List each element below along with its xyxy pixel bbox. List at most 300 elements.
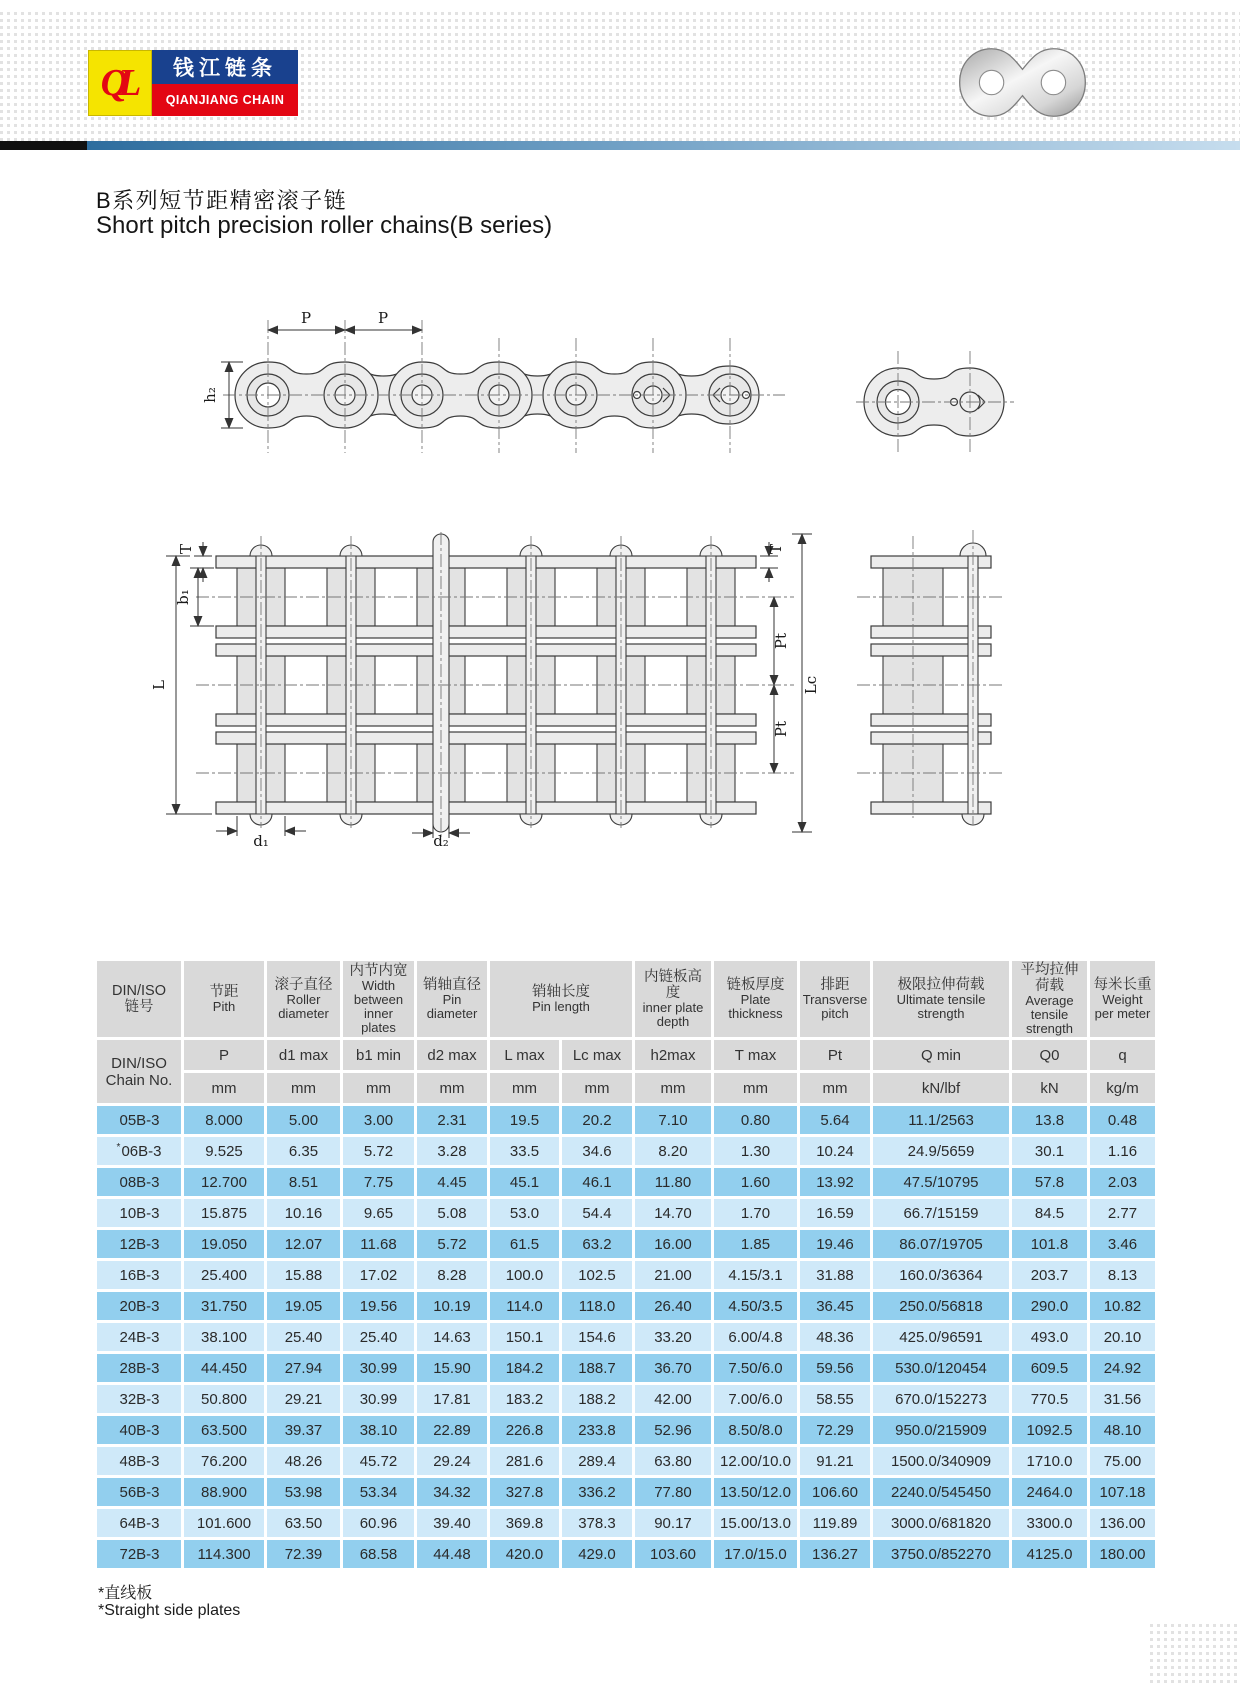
drawing-triplex-end-view [843, 526, 1013, 826]
chain-no-cell [97, 1447, 181, 1475]
spec-cell: 14.63 [417, 1323, 487, 1351]
col-header-weight: 每米长重 Weight per meter [1090, 961, 1155, 1037]
spec-row [97, 1230, 1155, 1258]
chain-plate-graphic [945, 45, 1100, 120]
spec-cell: 33.5 [490, 1137, 559, 1165]
spec-cell: 118.0 [562, 1292, 632, 1320]
symbol-header: L max [490, 1040, 559, 1070]
spec-cell: 25.400 [184, 1261, 264, 1289]
unit-header: kN [1012, 1073, 1087, 1103]
spec-cell: 2240.0/545450 [873, 1478, 1009, 1506]
symbol-header: d2 max [417, 1040, 487, 1070]
spec-cell: 493.0 [1012, 1323, 1087, 1351]
spec-table-body [97, 1106, 1155, 1568]
spec-cell: 154.6 [562, 1323, 632, 1351]
chain-no-label: 40B-3 [119, 1422, 160, 1439]
spec-cell: 90.17 [635, 1509, 711, 1537]
col-header-roller-diameter: 滚子直径 Roller diameter [267, 961, 340, 1037]
spec-cell: 9.65 [343, 1199, 414, 1227]
unit-header: mm [184, 1073, 264, 1103]
logo-monogram: QL [100, 62, 132, 104]
spec-cell: 44.48 [417, 1540, 487, 1568]
spec-cell: 770.5 [1012, 1385, 1087, 1413]
chain-no-label: 05B-3 [119, 1112, 160, 1129]
spec-cell: 203.7 [1012, 1261, 1087, 1289]
dim-label-t: T [767, 543, 785, 555]
drawing-plan-view [146, 528, 826, 848]
spec-cell: 5.64 [800, 1106, 870, 1134]
spec-cell: 136.00 [1090, 1509, 1155, 1537]
spec-cell: 2.31 [417, 1106, 487, 1134]
symbol-header: P [184, 1040, 264, 1070]
spec-cell: 10.82 [1090, 1292, 1155, 1320]
spec-cell: 15.875 [184, 1199, 264, 1227]
spec-cell: 8.28 [417, 1261, 487, 1289]
spec-cell: 233.8 [562, 1416, 632, 1444]
spec-cell: 7.00/6.0 [714, 1385, 797, 1413]
logo-text-block [152, 50, 298, 116]
dim-label-t: T [177, 543, 195, 555]
spec-cell: 24.9/5659 [873, 1137, 1009, 1165]
logo-name-en: QIANJIANG CHAIN [152, 84, 298, 116]
spec-row [97, 1478, 1155, 1506]
chain-no-label: 06B-3 [121, 1143, 162, 1160]
spec-cell: 150.1 [490, 1323, 559, 1351]
spec-cell: 1092.5 [1012, 1416, 1087, 1444]
spec-cell: 4125.0 [1012, 1540, 1087, 1568]
company-logo [88, 50, 298, 116]
divider-bar-blue [87, 141, 1240, 150]
spec-row [97, 1323, 1155, 1351]
spec-cell: 66.7/15159 [873, 1199, 1009, 1227]
chain-no-label: 48B-3 [119, 1453, 160, 1470]
spec-cell: 188.2 [562, 1385, 632, 1413]
spec-cell: 25.40 [343, 1323, 414, 1351]
spec-cell: 54.4 [562, 1199, 632, 1227]
spec-cell: 75.00 [1090, 1447, 1155, 1475]
spec-cell: 1.70 [714, 1199, 797, 1227]
unit-header: mm [714, 1073, 797, 1103]
chain-no-label: 72B-3 [119, 1546, 160, 1563]
spec-row [97, 1199, 1155, 1227]
spec-cell: 20.10 [1090, 1323, 1155, 1351]
dim-label-l: L [150, 680, 168, 690]
plate-hole [1041, 70, 1065, 94]
col-header-pin-length: 销轴长度 Pin length [490, 961, 632, 1037]
spec-cell: 36.45 [800, 1292, 870, 1320]
chain-no-label: 28B-3 [119, 1360, 160, 1377]
chain-no-cell [97, 1509, 181, 1537]
spec-cell: 30.1 [1012, 1137, 1087, 1165]
spec-cell: 50.800 [184, 1385, 264, 1413]
symbol-header: q [1090, 1040, 1155, 1070]
spec-row [97, 1168, 1155, 1196]
spec-cell: 103.60 [635, 1540, 711, 1568]
spec-cell: 1710.0 [1012, 1447, 1087, 1475]
symbol-header: Q0 [1012, 1040, 1087, 1070]
spec-cell: 3000.0/681820 [873, 1509, 1009, 1537]
spec-cell: 4.45 [417, 1168, 487, 1196]
spec-cell: 1.16 [1090, 1137, 1155, 1165]
spec-cell: 30.99 [343, 1354, 414, 1382]
spec-cell: 63.500 [184, 1416, 264, 1444]
spec-cell: 7.10 [635, 1106, 711, 1134]
spec-cell: 38.100 [184, 1323, 264, 1351]
spec-cell: 1.60 [714, 1168, 797, 1196]
centerlines [856, 351, 1014, 453]
spec-cell: 1.85 [714, 1230, 797, 1258]
spec-cell: 5.72 [417, 1230, 487, 1258]
spec-table-header [97, 961, 1155, 1103]
spec-cell: 36.70 [635, 1354, 711, 1382]
chain-no-label: 20B-3 [119, 1298, 160, 1315]
spec-cell: 31.750 [184, 1292, 264, 1320]
spec-cell: 52.96 [635, 1416, 711, 1444]
spec-cell: 16.00 [635, 1230, 711, 1258]
spec-cell: 16.59 [800, 1199, 870, 1227]
spec-cell: 10.19 [417, 1292, 487, 1320]
unit-header: mm [267, 1073, 340, 1103]
col-header-chain-no-en: DIN/ISO Chain No. [97, 1040, 181, 1103]
page-title-cn: B系列短节距精密滚子链 [96, 188, 348, 213]
spec-cell: 19.05 [267, 1292, 340, 1320]
spec-cell: 12.700 [184, 1168, 264, 1196]
chain-no-cell [97, 1354, 181, 1382]
spec-cell: 63.2 [562, 1230, 632, 1258]
spec-cell: 100.0 [490, 1261, 559, 1289]
chain-no-label: 16B-3 [119, 1267, 160, 1284]
spec-cell: 17.0/15.0 [714, 1540, 797, 1568]
spec-row [97, 1292, 1155, 1320]
spec-cell: 106.60 [800, 1478, 870, 1506]
spec-cell: 47.5/10795 [873, 1168, 1009, 1196]
spec-cell: 12.00/10.0 [714, 1447, 797, 1475]
spec-cell: 4.50/3.5 [714, 1292, 797, 1320]
spec-cell: 11.1/2563 [873, 1106, 1009, 1134]
dim-label-p: P [300, 309, 312, 327]
spec-cell: 17.02 [343, 1261, 414, 1289]
spec-cell: 60.96 [343, 1509, 414, 1537]
spec-cell: 45.1 [490, 1168, 559, 1196]
spec-row [97, 1106, 1155, 1134]
spec-cell: 10.16 [267, 1199, 340, 1227]
chain-no-cell [97, 1106, 181, 1134]
spec-cell: 114.300 [184, 1540, 264, 1568]
spec-cell: 184.2 [490, 1354, 559, 1382]
spec-cell: 13.50/12.0 [714, 1478, 797, 1506]
spec-cell: 46.1 [562, 1168, 632, 1196]
chain-no-label: 10B-3 [119, 1205, 160, 1222]
spec-row [97, 1354, 1155, 1382]
spec-cell: 34.6 [562, 1137, 632, 1165]
footnote-cn: *直线板 [98, 1585, 153, 1602]
chain-no-label: 08B-3 [119, 1174, 160, 1191]
symbol-header: T max [714, 1040, 797, 1070]
spec-cell: 38.10 [343, 1416, 414, 1444]
spec-cell: 0.48 [1090, 1106, 1155, 1134]
logo-mark [88, 50, 152, 116]
spec-cell: 9.525 [184, 1137, 264, 1165]
spec-cell: 88.900 [184, 1478, 264, 1506]
spec-cell: 19.46 [800, 1230, 870, 1258]
chain-no-cell [97, 1540, 181, 1568]
spec-cell: 39.37 [267, 1416, 340, 1444]
col-header-average-strength: 平均拉伸荷载 Average tensile strength [1012, 961, 1087, 1037]
col-header-pin-diameter: 销轴直径 Pin diameter [417, 961, 487, 1037]
unit-header: mm [635, 1073, 711, 1103]
spec-cell: 15.88 [267, 1261, 340, 1289]
spec-cell: 136.27 [800, 1540, 870, 1568]
spec-cell: 5.08 [417, 1199, 487, 1227]
spec-table [94, 958, 1158, 1571]
spec-cell: 102.5 [562, 1261, 632, 1289]
chain-no-cell [97, 1416, 181, 1444]
dim-label-d1: d₁ [253, 832, 269, 848]
dim-label-lc: Lc [802, 675, 820, 695]
plate-hole [979, 70, 1003, 94]
spec-cell: 101.600 [184, 1509, 264, 1537]
chain-no-cell [97, 1478, 181, 1506]
col-header-inner-width: 内节内宽 Width between inner plates [343, 961, 414, 1037]
footnote-en: *Straight side plates [98, 1602, 241, 1619]
spec-cell: 3.00 [343, 1106, 414, 1134]
spec-row [97, 1385, 1155, 1413]
spec-cell: 29.21 [267, 1385, 340, 1413]
spec-cell: 20.2 [562, 1106, 632, 1134]
spec-cell: 530.0/120454 [873, 1354, 1009, 1382]
chain-no-label: 32B-3 [119, 1391, 160, 1408]
unit-header: mm [343, 1073, 414, 1103]
dim-label-h2: h₂ [201, 387, 219, 403]
col-header-ultimate-strength: 极限拉伸荷载 Ultimate tensile strength [873, 961, 1009, 1037]
spec-cell: 5.72 [343, 1137, 414, 1165]
dim-label-d2: d₂ [433, 832, 449, 848]
dim-label-b1: b₁ [174, 589, 192, 605]
chain-no-cell [97, 1323, 181, 1351]
chain-no-cell [97, 1261, 181, 1289]
spec-cell: 8.50/8.0 [714, 1416, 797, 1444]
spec-cell: 3750.0/852270 [873, 1540, 1009, 1568]
spec-cell: 289.4 [562, 1447, 632, 1475]
spec-cell: 14.70 [635, 1199, 711, 1227]
spec-cell: 45.72 [343, 1447, 414, 1475]
spec-cell: 76.200 [184, 1447, 264, 1475]
spec-cell: 72.29 [800, 1416, 870, 1444]
spec-cell: 107.18 [1090, 1478, 1155, 1506]
spec-cell: 11.80 [635, 1168, 711, 1196]
spec-cell: 101.8 [1012, 1230, 1087, 1258]
spec-cell: 2.03 [1090, 1168, 1155, 1196]
chain-no-cell [97, 1199, 181, 1227]
pins [250, 534, 722, 832]
spec-cell: 34.32 [417, 1478, 487, 1506]
spec-cell: 31.88 [800, 1261, 870, 1289]
spec-cell: 2.77 [1090, 1199, 1155, 1227]
col-header-pitch: 节距 Pith [184, 961, 264, 1037]
spec-cell: 2464.0 [1012, 1478, 1087, 1506]
spec-cell: 13.8 [1012, 1106, 1087, 1134]
symbol-header: Pt [800, 1040, 870, 1070]
spec-cell: 13.92 [800, 1168, 870, 1196]
spec-cell: 17.81 [417, 1385, 487, 1413]
spec-cell: 7.75 [343, 1168, 414, 1196]
spec-cell: 10.24 [800, 1137, 870, 1165]
spec-cell: 378.3 [562, 1509, 632, 1537]
unit-header: mm [490, 1073, 559, 1103]
spec-cell: 160.0/36364 [873, 1261, 1009, 1289]
chain-no-cell [97, 1137, 181, 1165]
spec-row [97, 1261, 1155, 1289]
chain-no-label: 24B-3 [119, 1329, 160, 1346]
spec-cell: 8.51 [267, 1168, 340, 1196]
spec-cell: 63.50 [267, 1509, 340, 1537]
unit-header: kg/m [1090, 1073, 1155, 1103]
logo-name-cn: 钱江链条 [152, 50, 298, 84]
spec-cell: 369.8 [490, 1509, 559, 1537]
spec-cell: 53.34 [343, 1478, 414, 1506]
chain-no-label: 64B-3 [119, 1515, 160, 1532]
spec-cell: 91.21 [800, 1447, 870, 1475]
spec-cell: 8.20 [635, 1137, 711, 1165]
chain-no-cell [97, 1292, 181, 1320]
dim-label-pt: Pt [772, 720, 790, 738]
spec-cell: 114.0 [490, 1292, 559, 1320]
spec-cell: 25.40 [267, 1323, 340, 1351]
spec-cell: 180.00 [1090, 1540, 1155, 1568]
spec-cell: 27.94 [267, 1354, 340, 1382]
chain-no-label: 12B-3 [119, 1236, 160, 1253]
drawing-side-view [185, 300, 795, 470]
spec-cell: 3.46 [1090, 1230, 1155, 1258]
spec-cell: 1500.0/340909 [873, 1447, 1009, 1475]
spec-cell: 33.20 [635, 1323, 711, 1351]
spec-cell: 336.2 [562, 1478, 632, 1506]
spec-cell: 6.00/4.8 [714, 1323, 797, 1351]
spec-cell: 5.00 [267, 1106, 340, 1134]
spec-cell: 84.5 [1012, 1199, 1087, 1227]
spec-cell: 63.80 [635, 1447, 711, 1475]
drawing-link-end-view [850, 345, 1020, 455]
spec-cell: 7.50/6.0 [714, 1354, 797, 1382]
spec-cell: 42.00 [635, 1385, 711, 1413]
spec-cell: 119.89 [800, 1509, 870, 1537]
spec-cell: 609.5 [1012, 1354, 1087, 1382]
chain-no-cell [97, 1385, 181, 1413]
link-plate-shape [960, 49, 1086, 117]
spec-cell: 22.89 [417, 1416, 487, 1444]
spec-cell: 281.6 [490, 1447, 559, 1475]
symbol-header: b1 min [343, 1040, 414, 1070]
symbol-header: h2max [635, 1040, 711, 1070]
spec-cell: 39.40 [417, 1509, 487, 1537]
chain-no-cell [97, 1168, 181, 1196]
spec-cell: 48.10 [1090, 1416, 1155, 1444]
divider-bar-black [0, 141, 87, 150]
unit-header: mm [562, 1073, 632, 1103]
symbol-header: Lc max [562, 1040, 632, 1070]
spec-row [97, 1416, 1155, 1444]
unit-header: kN/lbf [873, 1073, 1009, 1103]
spec-cell: 1.30 [714, 1137, 797, 1165]
spec-cell: 48.26 [267, 1447, 340, 1475]
spec-cell: 12.07 [267, 1230, 340, 1258]
spec-cell: 250.0/56818 [873, 1292, 1009, 1320]
spec-cell: 11.68 [343, 1230, 414, 1258]
spec-cell: 53.0 [490, 1199, 559, 1227]
spec-cell: 19.5 [490, 1106, 559, 1134]
spec-cell: 425.0/96591 [873, 1323, 1009, 1351]
spec-cell: 86.07/19705 [873, 1230, 1009, 1258]
chain-no-label: 56B-3 [119, 1484, 160, 1501]
spec-cell: 15.00/13.0 [714, 1509, 797, 1537]
spec-cell: 44.450 [184, 1354, 264, 1382]
spec-cell: 68.58 [343, 1540, 414, 1568]
dim-label-pt: Pt [772, 632, 790, 650]
spec-cell: 226.8 [490, 1416, 559, 1444]
spec-cell: 53.98 [267, 1478, 340, 1506]
spec-cell: 3.28 [417, 1137, 487, 1165]
spec-cell: 3300.0 [1012, 1509, 1087, 1537]
spec-cell: 21.00 [635, 1261, 711, 1289]
corner-dot-pattern [1150, 1622, 1240, 1683]
spec-cell: 29.24 [417, 1447, 487, 1475]
col-header-plate-thickness: 链板厚度 Plate thickness [714, 961, 797, 1037]
spec-cell: 6.35 [267, 1137, 340, 1165]
spec-cell: 58.55 [800, 1385, 870, 1413]
dim-label-p: P [377, 309, 389, 327]
spec-cell: 8.13 [1090, 1261, 1155, 1289]
chain-no-cell [97, 1230, 181, 1258]
spec-cell: 59.56 [800, 1354, 870, 1382]
spec-cell: 61.5 [490, 1230, 559, 1258]
unit-header: mm [417, 1073, 487, 1103]
spec-cell: 429.0 [562, 1540, 632, 1568]
spec-cell: 57.8 [1012, 1168, 1087, 1196]
col-header-chain-no: DIN/ISO 链号 [97, 961, 181, 1037]
spec-cell: 420.0 [490, 1540, 559, 1568]
spec-cell: 48.36 [800, 1323, 870, 1351]
spec-cell: 72.39 [267, 1540, 340, 1568]
spec-cell: 77.80 [635, 1478, 711, 1506]
symbol-header: Q min [873, 1040, 1009, 1070]
spec-cell: 8.000 [184, 1106, 264, 1134]
spec-cell: 26.40 [635, 1292, 711, 1320]
spec-cell: 0.80 [714, 1106, 797, 1134]
spec-row [97, 1137, 1155, 1165]
spec-row [97, 1447, 1155, 1475]
straight-plate-star: * [116, 1142, 121, 1153]
unit-header: mm [800, 1073, 870, 1103]
spec-cell: 24.92 [1090, 1354, 1155, 1382]
spec-cell: 327.8 [490, 1478, 559, 1506]
spec-cell: 31.56 [1090, 1385, 1155, 1413]
spec-cell: 30.99 [343, 1385, 414, 1413]
spec-row [97, 1509, 1155, 1537]
col-header-transverse-pitch: 排距 Transverse pitch [800, 961, 870, 1037]
symbol-header: d1 max [267, 1040, 340, 1070]
spec-cell: 4.15/3.1 [714, 1261, 797, 1289]
page-title-en: Short pitch precision roller chains(B series) [96, 212, 553, 239]
spec-cell: 670.0/152273 [873, 1385, 1009, 1413]
col-header-plate-depth: 内链板高度 inner plate depth [635, 961, 711, 1037]
spec-cell: 950.0/215909 [873, 1416, 1009, 1444]
spec-row [97, 1540, 1155, 1568]
spec-cell: 15.90 [417, 1354, 487, 1382]
spec-cell: 19.050 [184, 1230, 264, 1258]
spec-cell: 290.0 [1012, 1292, 1087, 1320]
spec-cell: 188.7 [562, 1354, 632, 1382]
spec-cell: 19.56 [343, 1292, 414, 1320]
